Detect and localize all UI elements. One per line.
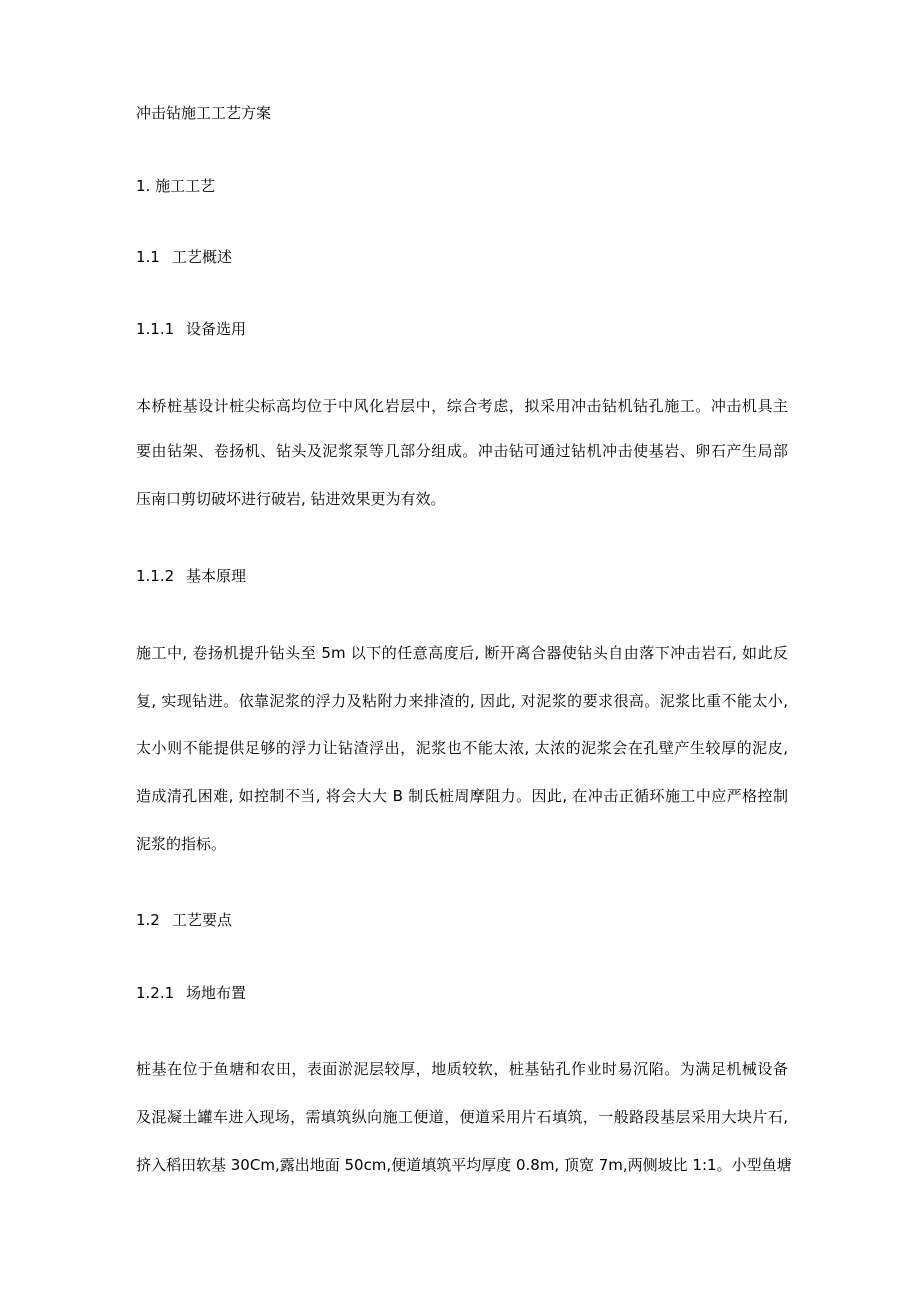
section-number: 1.1 (136, 248, 160, 266)
section-title: 工艺概述 (172, 248, 233, 266)
paragraph-line: 复, 实现钻进。依靠泥浆的浮力及粘附力来排渣的, 因此, 对泥浆的要求很高。泥浆比重不能太小, (136, 692, 788, 710)
section-number: 1.2 (136, 911, 160, 929)
section-1-1-1-heading (136, 319, 246, 339)
paragraph-line: 挤入稻田软基 30Cm,露出地面 50cm,便道填筑平均厚度 0.8m, 顶宽 7m,两侧坡比 1:1。小型鱼塘 (136, 1156, 792, 1174)
section-1-1-heading (136, 247, 232, 267)
paragraph-line: 及混凝土罐车进入现场，需填筑纵向施工便道，便道采用片石填筑，一般路段基层采用大块片石, (136, 1108, 788, 1126)
paragraph-line: 压南口剪切破坏进行破岩, 钻进效果更为有效。 (136, 490, 446, 508)
document-title: 冲击钻施工工艺方案 (136, 104, 272, 122)
section-1-heading: 1. 施工工艺 (136, 177, 216, 195)
paragraph-line: 施工中, 卷扬机提升钻头至 5m 以下的任意高度后, 断开离合器使钻头自由落下冲击岩石, 如此反 (136, 644, 788, 662)
paragraph-line: 泥浆的指标。 (136, 835, 227, 853)
section-number: 1.1.1 (136, 320, 175, 338)
section-1-2-heading (136, 910, 232, 930)
paragraph-line: 桩基在位于鱼塘和农田，表面淤泥层较厚，地质较软，桩基钻孔作业时易沉陷。为满足机械设备 (136, 1060, 788, 1078)
section-1-1-2-heading (136, 566, 246, 586)
paragraph-line: 本桥桩基设计桩尖标高均位于中风化岩层中，综合考虑，拟采用冲击钻机钻孔施工。冲击机具主 (136, 397, 788, 415)
section-1-2-1-heading (136, 983, 246, 1003)
section-title: 基本原理 (186, 567, 247, 585)
section-title: 设备选用 (186, 320, 247, 338)
section-title: 场地布置 (186, 984, 247, 1002)
paragraph-line: 造成清孔困难, 如控制不当, 将会大大 B 制氐桩周摩阻力。因此, 在冲击正循环施工中应严格控制 (136, 787, 788, 805)
section-number: 1.2.1 (136, 984, 175, 1002)
section-title: 工艺要点 (172, 911, 233, 929)
paragraph-line: 太小则不能提供足够的浮力让钻渣浮出，泥浆也不能太浓, 太浓的泥浆会在孔壁产生较厚的泥皮, (136, 739, 788, 757)
paragraph-line: 要由钻架、卷扬机、钻头及泥浆泵等几部分组成。冲击钻可通过钻机冲击使基岩、卵石产生局部 (136, 442, 788, 460)
section-number: 1.1.2 (136, 567, 175, 585)
